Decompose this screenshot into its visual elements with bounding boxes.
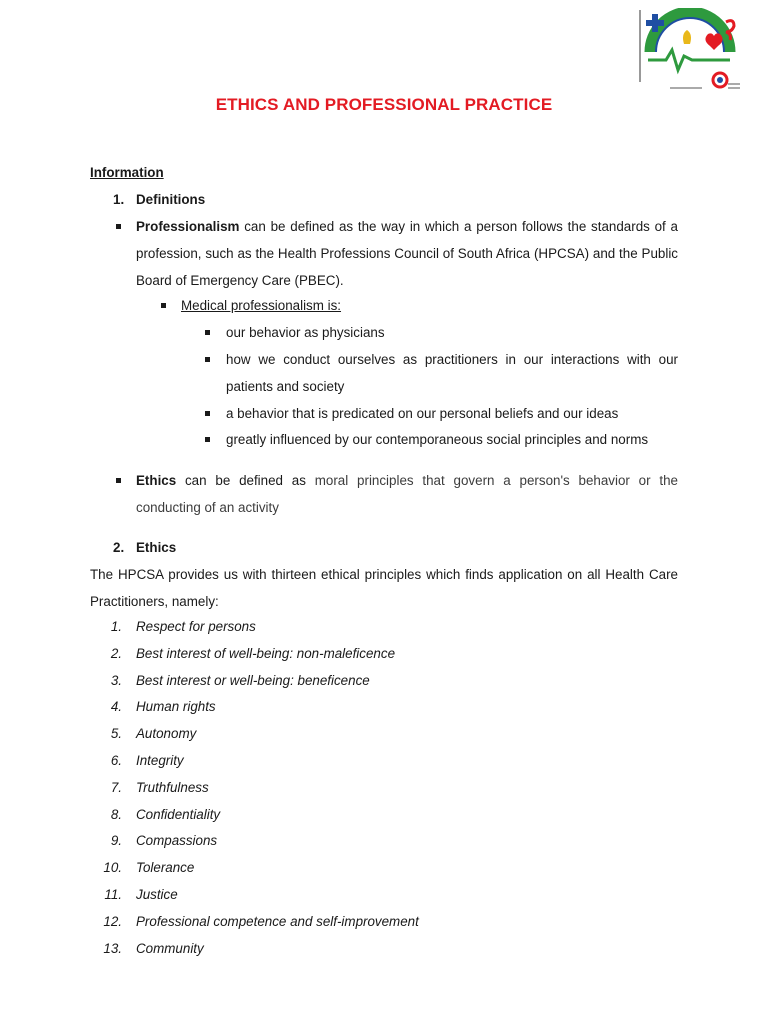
- principle-number: 4.: [110, 699, 122, 714]
- principle-item: Tolerance: [136, 860, 195, 875]
- principle-item: Respect for persons: [136, 619, 256, 634]
- principle-item: Confidentiality: [136, 807, 221, 822]
- professionalism-definition: [136, 213, 678, 294]
- section-heading-ethics: Ethics: [136, 540, 177, 555]
- principle-number: 8.: [110, 807, 122, 822]
- principle-item: Professional competence and self-improvement: [136, 914, 419, 929]
- ethics-text-a: can be defined as: [176, 473, 315, 488]
- list-item: a behavior that is predicated on our personal beliefs and our ideas: [226, 406, 619, 421]
- medical-professionalism-heading: Medical professionalism is:: [181, 298, 342, 313]
- principle-number: 12.: [103, 914, 122, 929]
- section-number: 2.: [113, 540, 125, 555]
- principle-item: Autonomy: [136, 726, 197, 741]
- principle-number: 7.: [110, 780, 122, 795]
- bullet-marker: [205, 330, 210, 335]
- section-heading-definitions: Definitions: [136, 192, 206, 207]
- principle-number: 3.: [110, 673, 122, 688]
- principle-item: Best interest or well-being: beneficence: [136, 673, 370, 688]
- list-item: greatly influenced by our contemporaneous social principles and norms: [226, 432, 649, 447]
- bullet-marker: [205, 357, 210, 362]
- principle-number: 6.: [110, 753, 122, 768]
- principle-number: 13.: [103, 941, 122, 956]
- bullet-marker: [205, 411, 210, 416]
- professionalism-term: Professionalism: [136, 219, 240, 234]
- ethics-intro-paragraph: The HPCSA provides us with thirteen ethical principles which finds application on all Health Care Practitioners, namely:: [90, 567, 678, 609]
- principle-number: 5.: [110, 726, 122, 741]
- bullet-marker: [205, 437, 210, 442]
- information-heading: Information: [90, 165, 164, 180]
- list-item: our behavior as physicians: [226, 325, 385, 340]
- principle-number: 10.: [103, 860, 122, 875]
- principle-number: 9.: [110, 833, 122, 848]
- principle-item: Human rights: [136, 699, 216, 714]
- principle-number: 2.: [110, 646, 122, 661]
- principle-item: Truthfulness: [136, 780, 209, 795]
- principle-item: Justice: [136, 887, 178, 902]
- list-item: how we conduct ourselves as practitioners in our interactions with our patients and society: [226, 352, 678, 394]
- organization-logo: [636, 8, 742, 100]
- section-number: 1.: [113, 192, 125, 207]
- principle-item: Compassions: [136, 833, 218, 848]
- principle-item: Integrity: [136, 753, 184, 768]
- professionalism-text: can be defined as the way in which a person follows the standards of a profession, such as the Health Professions Council of South Africa (HPCSA) and the Public Board of Emergency Care (PBEC).: [136, 219, 678, 288]
- ethics-definition: [136, 467, 678, 521]
- principle-item: Best interest of well-being: non-maleficence: [136, 646, 396, 661]
- bullet-marker: [116, 478, 121, 483]
- bullet-marker: [116, 224, 121, 229]
- ethics-text-b: moral principles that govern a person's behavior or the conducting of an activity: [136, 473, 678, 515]
- ethics-term: Ethics: [136, 473, 177, 488]
- page-title: ETHICS AND PROFESSIONAL PRACTICE: [215, 95, 553, 114]
- principle-number: 11.: [104, 887, 122, 902]
- bullet-marker: [161, 303, 166, 308]
- principle-number: 1.: [110, 619, 122, 634]
- principle-item: Community: [136, 941, 204, 956]
